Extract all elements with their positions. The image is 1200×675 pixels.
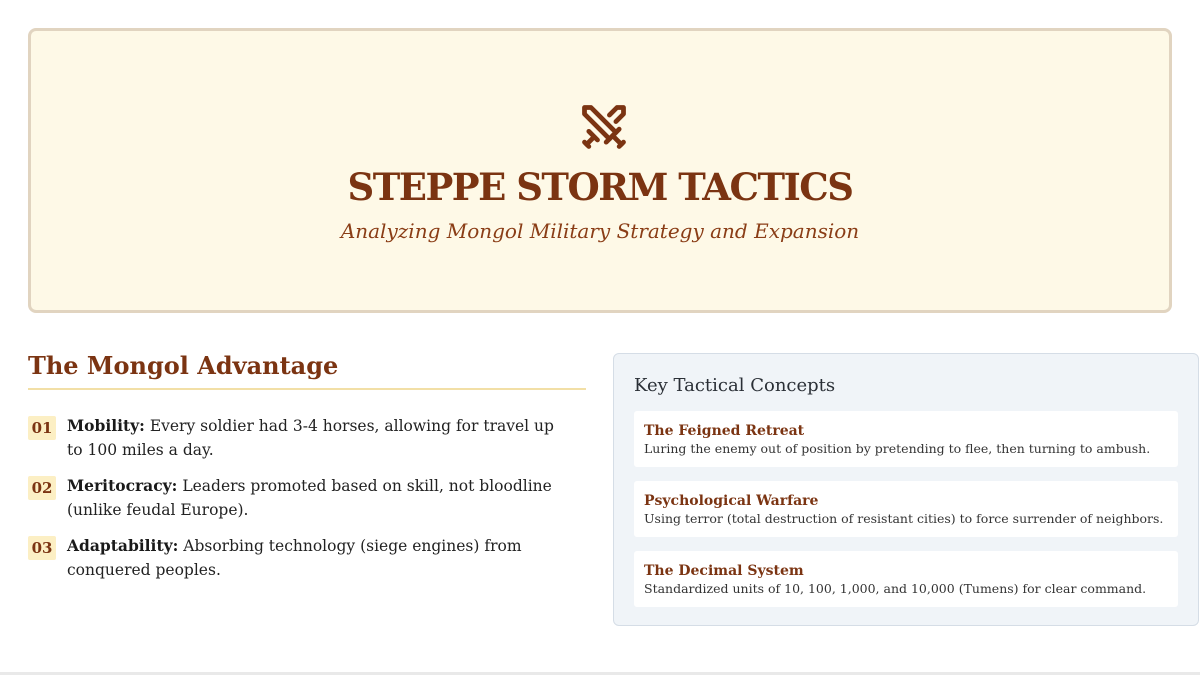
list-item-label: Meritocracy: bbox=[67, 476, 178, 495]
crossed-swords-icon bbox=[578, 101, 630, 153]
hero-banner bbox=[28, 28, 1172, 313]
concepts-card bbox=[613, 353, 1199, 626]
list-item-description: Leaders promoted based on skill, not bloodline (unlike feudal Europe). bbox=[67, 477, 552, 519]
concepts-heading: Key Tactical Concepts bbox=[634, 375, 836, 396]
list-item-label: Adaptability: bbox=[67, 536, 179, 555]
advantage-heading: The Mongol Advantage bbox=[28, 350, 586, 390]
list-item bbox=[28, 414, 586, 462]
advantage-section bbox=[28, 350, 586, 594]
concept-title: The Feigned Retreat bbox=[644, 423, 805, 439]
concept-description: Standardized units of 10, 100, 1,000, and 10,000 (Tumens) for clear command. bbox=[644, 581, 1147, 596]
list-item-number: 03 bbox=[28, 536, 56, 560]
concept-description: Luring the enemy out of position by pretending to flee, then turning to ambush. bbox=[644, 441, 1151, 456]
page-title: STEPPE STORM TACTICS bbox=[347, 165, 853, 209]
concept-description: Using terror (total destruction of resistant cities) to force surrender of neighbors. bbox=[644, 511, 1164, 526]
concept-item bbox=[634, 411, 1178, 467]
advantage-list bbox=[28, 414, 586, 582]
list-item-text bbox=[67, 474, 567, 522]
concept-item bbox=[634, 551, 1178, 607]
list-item-number: 01 bbox=[28, 416, 56, 440]
list-item-description: Every soldier had 3-4 horses, allowing for travel up to 100 miles a day. bbox=[67, 417, 554, 459]
list-item-label: Mobility: bbox=[67, 416, 145, 435]
list-item-text bbox=[67, 414, 567, 462]
list-item bbox=[28, 474, 586, 522]
list-item-description: Absorbing technology (siege engines) from conquered peoples. bbox=[67, 537, 522, 579]
concept-title: The Decimal System bbox=[644, 563, 804, 579]
concept-title: Psychological Warfare bbox=[644, 493, 819, 509]
list-item-number: 02 bbox=[28, 476, 56, 500]
list-item-text bbox=[67, 534, 567, 582]
page-subtitle: Analyzing Mongol Military Strategy and Expansion bbox=[340, 219, 860, 243]
concept-item bbox=[634, 481, 1178, 537]
list-item bbox=[28, 534, 586, 582]
